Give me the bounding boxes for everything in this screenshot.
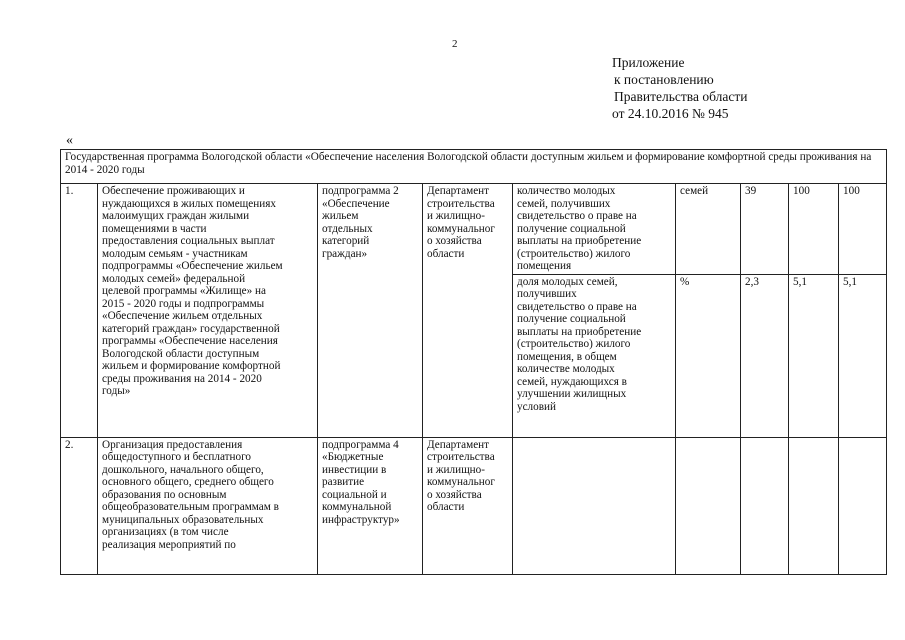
indicator-value-cell: 100 bbox=[839, 184, 887, 275]
subprogram-cell: подпрограмма 2 «Обеспечение жильем отдельных категорий граждан» bbox=[318, 184, 423, 438]
row-number: 2. bbox=[61, 437, 98, 574]
program-title-cell: Государственная программа Вологодской области «Обеспечение населения Вологодской области доступным жильем и формирование комфортной среды проживания на 2014 - 2020 годы bbox=[61, 150, 887, 184]
page-number: 2 bbox=[452, 38, 458, 50]
appendix-line-4: от 24.10.2016 № 945 bbox=[612, 106, 729, 121]
indicator-value-cell: 5,1 bbox=[789, 274, 839, 437]
empty-cell bbox=[741, 437, 789, 574]
indicator-value-cell: 5,1 bbox=[839, 274, 887, 437]
indicator-name-cell: количество молодых семей, получивших свидетельство о праве на получение социальной выплаты на приобретение (строительство) жилого помещения bbox=[513, 184, 676, 275]
appendix-line-2: к постановлению bbox=[614, 72, 714, 87]
empty-cell bbox=[676, 437, 741, 574]
indicator-unit-cell: % bbox=[676, 274, 741, 437]
department-cell: Департамент строительства и жилищно- коммунальног о хозяйства области bbox=[423, 437, 513, 574]
indicator-unit-cell: семей bbox=[676, 184, 741, 275]
indicator-name-cell: доля молодых семей, получивших свидетельство о праве на получение социальной выплаты на приобретение (строительство) жилого помещения, в общем количестве молодых семей, нуждающихся в улучшении жилищных условий bbox=[513, 274, 676, 437]
measure-cell: Организация предоставления общедоступного и бесплатного дошкольного, начального общего, основного общего, среднего общего образования по основным общеобразовательным программам в муниципальных образовательных организациях (в том числе реализация мероприятий по bbox=[98, 437, 318, 574]
indicator-value-cell: 39 bbox=[741, 184, 789, 275]
empty-cell bbox=[839, 437, 887, 574]
row-number: 1. bbox=[61, 184, 98, 438]
empty-cell bbox=[513, 437, 676, 574]
program-title-row bbox=[61, 150, 887, 184]
indicator-value-cell: 2,3 bbox=[741, 274, 789, 437]
indicator-value-cell: 100 bbox=[789, 184, 839, 275]
measure-cell: Обеспечение проживающих и нуждающихся в жилых помещениях малоимущих граждан жилыми помещениями в части предоставления социальных выплат молодым семьям - участникам подпрограммы «Обеспечение жильем молодых семей» федеральной целевой программы «Жилище» на 2015 - 2020 годы и подпрограммы «Обеспечение жильем отдельных категорий граждан» государственной программы «Обеспечение населения Вологодской области доступным жильем и формирование комфортной среды проживания на 2014 - 2020 годы» bbox=[98, 184, 318, 438]
subprogram-cell: подпрограмма 4 «Бюджетные инвестиции в развитие социальной и коммунальной инфраструктур» bbox=[318, 437, 423, 574]
table-row bbox=[61, 184, 887, 275]
appendix-line-1: Приложение bbox=[612, 55, 685, 70]
appendix-line-3: Правительства области bbox=[614, 89, 748, 104]
department-cell: Департамент строительства и жилищно- коммунальног о хозяйства области bbox=[423, 184, 513, 438]
program-table bbox=[60, 149, 887, 575]
table-row bbox=[61, 437, 887, 574]
open-quote: « bbox=[66, 133, 73, 148]
appendix-header bbox=[612, 54, 747, 122]
empty-cell bbox=[789, 437, 839, 574]
